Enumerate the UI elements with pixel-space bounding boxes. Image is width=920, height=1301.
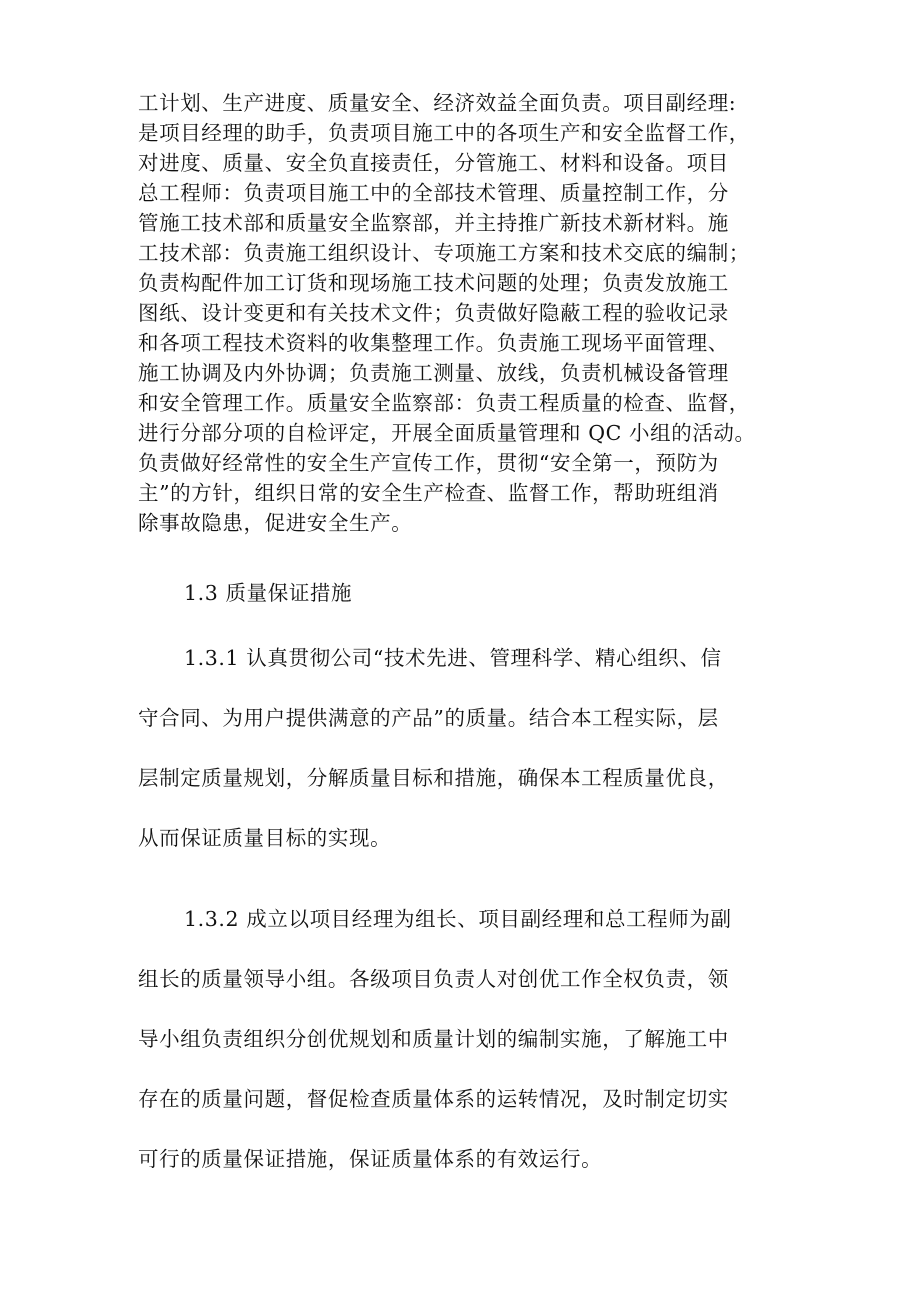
text-line: 层制定质量规划，分解质量目标和措施，确保本工程质量优良， (138, 766, 729, 790)
text-line: 存在的质量问题，督促检查质量体系的运转情况，及时制定切实 (138, 1087, 729, 1111)
text-line: 对进度、质量、安全负直接责任，分管施工、材料和设备。项目 (138, 151, 729, 175)
text-line: 守合同、为用户提供满意的产品”的质量。结合本工程实际，层 (138, 706, 719, 730)
text-line: 工技术部：负责施工组织设计、专项施工方案和技术交底的编制； (138, 241, 750, 265)
text-line: 导小组负责组织分创优规划和质量计划的编制实施，了解施工中 (138, 1027, 729, 1051)
text-line: 1.3.2 成立以项目经理为组长、项目副经理和总工程师为副 (184, 907, 732, 931)
text-line: 除事故隐患，促进安全生产。 (138, 511, 413, 535)
text-line: 图纸、设计变更和有关技术文件；负责做好隐蔽工程的验收记录 (138, 301, 729, 325)
text-line: 主”的方针，组织日常的安全生产检查、监督工作，帮助班组消 (138, 481, 719, 505)
section-heading: 1.3 质量保证措施 (184, 581, 353, 605)
text-line: 和安全管理工作。质量安全监察部：负责工程质量的检查、监督， (138, 391, 750, 415)
text-line: 可行的质量保证措施，保证质量体系的有效运行。 (138, 1147, 603, 1171)
text-line: 从而保证质量目标的实现。 (138, 826, 392, 850)
text-line: 进行分部分项的自检评定，开展全面质量管理和 QC 小组的活动。 (138, 421, 756, 445)
text-line: 施工协调及内外协调；负责施工测量、放线，负责机械设备管理 (138, 361, 729, 385)
text-line: 是项目经理的助手，负责项目施工中的各项生产和安全监督工作， (138, 121, 750, 145)
text-line: 负责做好经常性的安全生产宣传工作，贯彻“安全第一，预防为 (138, 451, 719, 475)
text-line: 1.3.1 认真贯彻公司“技术先进、管理科学、精心组织、信 (184, 646, 722, 670)
text-line: 工计划、生产进度、质量安全、经济效益全面负责。项目副经理: (138, 91, 737, 115)
text-line: 组长的质量领导小组。各级项目负责人对创优工作全权负责，领 (138, 967, 729, 991)
text-line: 总工程师：负责项目施工中的全部技术管理、质量控制工作，分 (138, 181, 729, 205)
text-line: 负责构配件加工订货和现场施工技术问题的处理；负责发放施工 (138, 271, 729, 295)
text-line: 和各项工程技术资料的收集整理工作。负责施工现场平面管理、 (138, 331, 729, 355)
text-line: 管施工技术部和质量安全监察部，并主持推广新技术新材料。施 (138, 211, 729, 235)
